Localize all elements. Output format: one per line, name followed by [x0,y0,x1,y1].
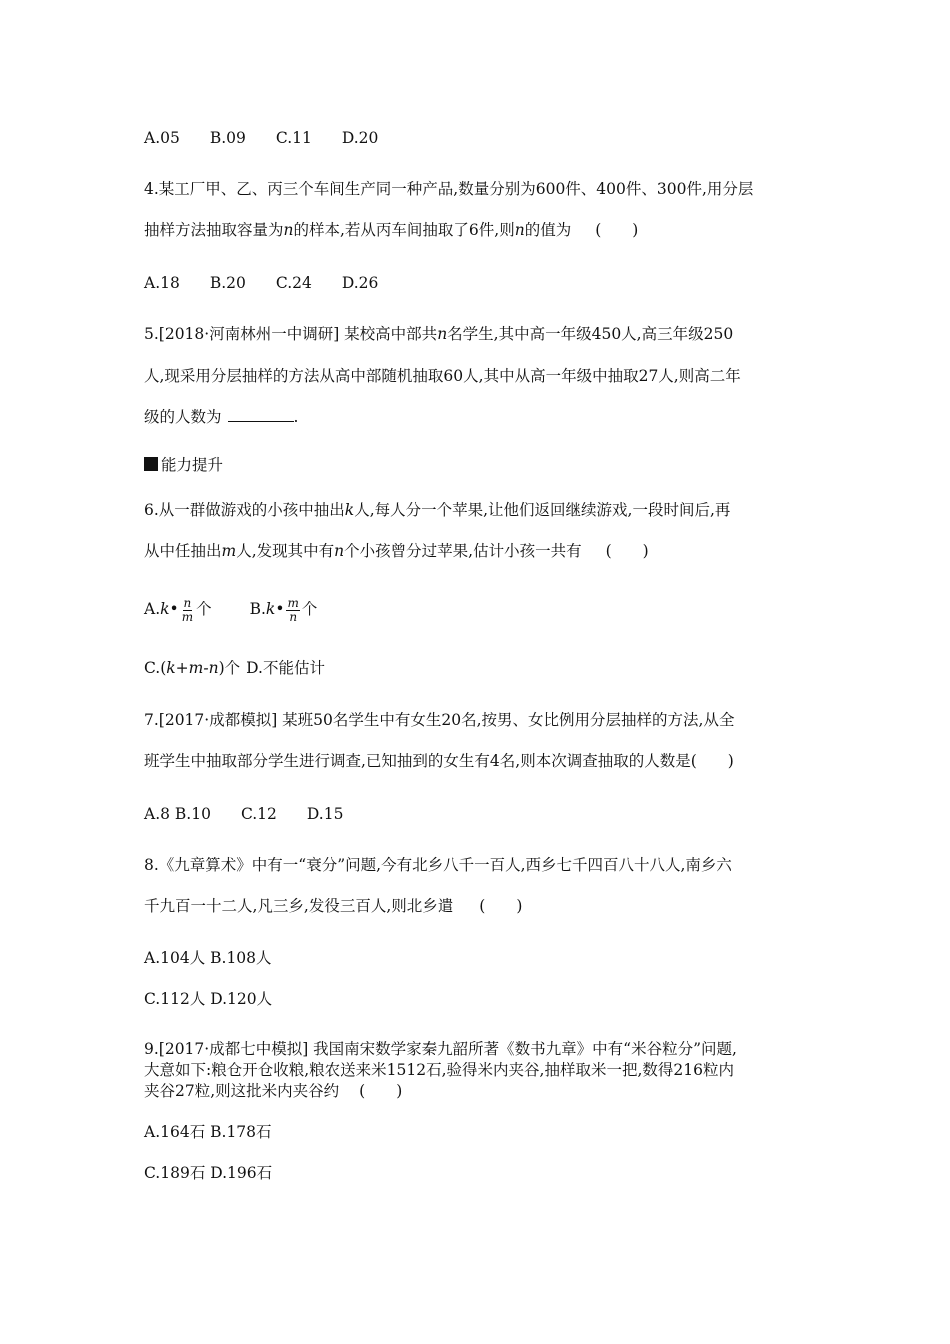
q9-options-ab: A.164石 B.178石 [144,1123,272,1141]
q4-option-b: B.20 [209,274,246,292]
q6-options-cd [144,658,325,678]
q6-var-m: m [221,542,237,560]
q6-text-a: 6.从一群做游戏的小孩中抽出 [144,501,345,519]
section-title: 能力提升 [161,456,224,474]
q4-var-n-2: n [514,221,525,239]
q9-options-cd: C.189石 D.196石 [144,1164,273,1182]
q8-line-2 [144,896,522,916]
q7-option-c: C.12 [240,805,277,823]
q3-option-a: A.05 [144,129,180,147]
q6-text-b: 人,每人分一个苹果,让他们返回继续游戏,一段时间后,再 [354,501,731,519]
q9-line-2: 大意如下:粮仓开仓收粮,粮农送来米1512石,验得米内夹谷,抽样取米一把,数得216粒内 [144,1061,734,1079]
q6-option-a-label: A. [144,600,161,618]
q6-option-a-numerator: n [183,595,192,610]
q4-answer-paren: ( ) [595,221,639,239]
q6-option-a-fraction [181,597,194,624]
q5-text-b: 名学生,其中高一年级450人,高三年级250 [447,325,734,343]
q6-answer-paren: ( ) [605,542,649,560]
q5-line-3 [144,407,298,427]
q5-line-1 [144,324,733,344]
q5-text-a: 5.[2018·河南林州一中调研] 某校高中部共 [144,325,438,343]
q6-option-b-dot: • [275,600,285,618]
q4-line-1: 4.某工厂甲、乙、丙三个车间生产同一种产品,数量分别为600件、400件、300件,用分层 [144,180,754,198]
q4-option-d: D.26 [341,274,379,292]
q6-line-1 [144,500,730,520]
q6-line-2 [144,541,649,561]
q3-option-b: B.09 [209,129,246,147]
q3-options [144,128,378,148]
q6-option-a-denominator: m [181,609,194,624]
q6-var-n: n [334,542,345,560]
section-square-icon [144,457,158,471]
q7-line-1: 7.[2017·成都模拟] 某班50名学生中有女生20名,按男、女比例用分层抽样的方法,从全 [144,711,735,729]
q3-option-c: C.11 [275,129,312,147]
q3-option-d: D.20 [341,129,379,147]
q4-var-n: n [283,221,294,239]
q7-options [144,804,343,824]
q9-line-3 [144,1081,402,1101]
q4-text-c: 的值为 [524,221,572,239]
q5-line-2: 人,现采用分层抽样的方法从高中部随机抽取60人,其中从高一年级中抽取27人,则高二年 [144,367,741,385]
q8-line-1: 8.《九章算术》中有一“衰分”问题,今有北乡八千一百人,西乡七千四百八十八人,南乡六 [144,856,732,874]
q6-option-a-k: k [160,600,170,618]
q8-text: 千九百一十二人,凡三乡,发役三百人,则北乡遣 [144,897,454,915]
q6-option-d: D.不能估计 [246,659,325,677]
q4-options [144,273,378,293]
q4-text-b: 的样本,若从丙车间抽取了6件,则 [293,221,515,239]
q6-option-b-fraction [286,597,299,624]
q9-answer-paren: ( ) [359,1082,403,1100]
q4-option-a: A.18 [144,274,180,292]
q9-line-1: 9.[2017·成都七中模拟] 我国南宋数学家秦九韶所著《数书九章》中有“米谷粒分”问题, [144,1040,737,1058]
q7-line-2: 班学生中抽取部分学生进行调查,已知抽到的女生有4名,则本次调查抽取的人数是( ) [144,752,734,770]
q7-option-ab: A.8 B.10 [144,805,211,823]
q4-option-c: C.24 [275,274,312,292]
q9-text: 夹谷27粒,则这批米内夹谷约 [144,1082,340,1100]
q6-text-d: 人,发现其中有 [236,542,335,560]
q4-text-a: 抽样方法抽取容量为 [144,221,284,239]
q6-option-b-k: k [265,600,276,618]
q6-option-c-expr: k+m-n [166,659,219,677]
q6-options-ab [144,594,317,624]
q6-var-k: k [344,501,355,519]
q6-option-b-denominator: n [289,609,298,624]
q6-option-a [144,594,212,624]
q6-option-c-pre: C.( [144,659,167,677]
q6-text-c: 从中任抽出 [144,542,222,560]
q4-line-2 [144,220,638,240]
q8-options-cd: C.112人 D.120人 [144,990,273,1008]
section-header [144,455,223,475]
q5-end: . [293,408,299,426]
q6-text-e: 个小孩曾分过苹果,估计小孩一共有 [344,542,582,560]
q7-option-d: D.15 [306,805,344,823]
q8-options-ab: A.104人 B.108人 [144,949,272,967]
q6-option-b [250,594,318,624]
q5-var-n: n [437,325,448,343]
q6-option-b-numerator: m [287,595,299,610]
q6-option-c-post: )个 [218,659,241,677]
q6-option-b-label: B. [249,600,266,618]
q5-text-c: 级的人数为 [144,408,222,426]
q8-answer-paren: ( ) [479,897,523,915]
q6-option-a-unit: 个 [196,600,212,618]
q6-option-b-unit: 个 [301,600,318,618]
q5-answer-blank[interactable] [228,407,294,422]
q6-option-a-dot: • [169,600,179,618]
